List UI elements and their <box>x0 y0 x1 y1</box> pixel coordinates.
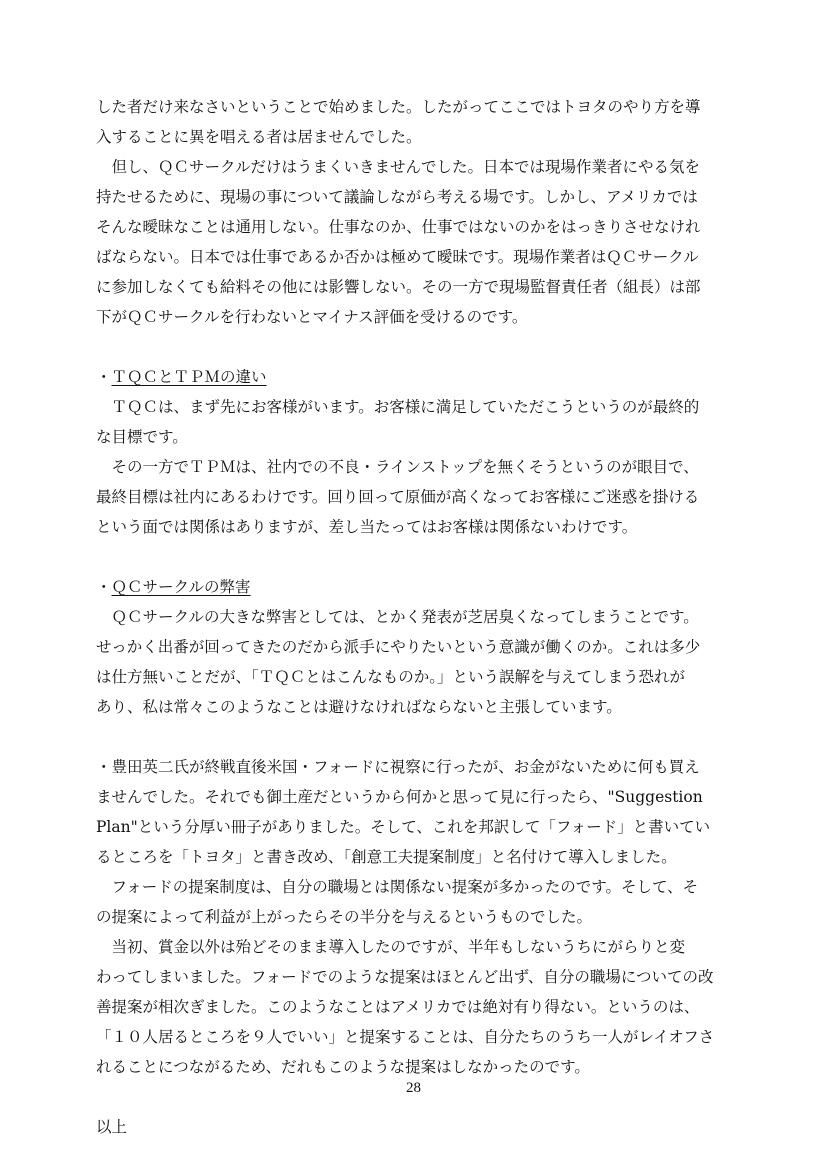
text-line: るところを「トヨタ」と書き改め、「創意工夫提案制度」と名付けて導入しました。 <box>96 848 677 866</box>
bullet-marker: ・ <box>96 578 112 596</box>
text-line: 下がＱＣサークルを行わないとマイナス評価を受けるのです。 <box>96 308 528 326</box>
section-title: ＴＱＣとＴＰＭの違い <box>111 368 267 386</box>
text-line: に参加しなくても給料その他には影響しない。その一方で現場監督責任者（組長）は部 <box>96 278 701 296</box>
paragraph-gap <box>96 332 756 362</box>
text-line: 「１０人居るところを９人でいい」と提案することは、自分たちのうち一人がレイオフさ <box>96 1028 715 1046</box>
text-line: 但し、ＱＣサークルだけはうまくいきませんでした。日本では現場作業者にやる気を <box>96 158 701 176</box>
text-line: な目標です。 <box>96 428 188 446</box>
intro-paragraph <box>96 92 756 152</box>
text-line: した者だけ来なさいということで始めました。したがってここではトヨタのやり方を導 <box>96 98 701 116</box>
paragraph-gap <box>96 542 756 572</box>
text-line: という面では関係はありますが、差し当たってはお客様は関係ないわけです。 <box>96 518 638 536</box>
text-line: ませんでした。それでも御土産だというから何かと思って見に行ったら、"Suggestion <box>96 788 703 806</box>
text-line: ばならない。日本では仕事であるか否かは極めて曖昧です。現場作業者はＱＣサークル <box>96 248 699 266</box>
page-number: 28 <box>406 1080 421 1096</box>
document-body <box>96 92 756 1142</box>
text-line: そんな曖昧なことは通用しない。仕事なのか、仕事ではないのかをはっきりさせなけれ <box>96 218 701 236</box>
qc-harm-paragraph <box>96 602 756 722</box>
section-title: ＱＣサークルの弊害 <box>111 578 251 596</box>
text-line: 善提案が相次ぎました。このようなことはアメリカでは絶対有り得ない。というのは、 <box>96 998 700 1016</box>
text-line: わってしまいました。フォードでのような提案はほとんど出ず、自分の職場についての改 <box>96 968 714 986</box>
text-line: ＱＣサークルの大きな弊害としては、とかく発表が芝居臭くなってしまうことです。 <box>96 608 699 626</box>
section-heading-qc-harm <box>96 572 756 602</box>
text-line: Plan"という分厚い冊子がありました。そして、これを邦訳して「フォード」と書いてい <box>96 818 711 836</box>
text-line: フォードの提案制度は、自分の職場とは関係ない提案が多かったのです。そして、そ <box>96 878 699 896</box>
text-line: れることにつながるため、だれもこのような提案はしなかったのです。 <box>96 1058 590 1076</box>
text-line: の提案によって利益が上がったらその半分を与えるというものでした。 <box>96 908 593 926</box>
bullet-marker: ・ <box>96 368 112 386</box>
text-line: あり、私は常々このようなことは避けなければならないと主張しています。 <box>96 698 622 716</box>
text-line: は仕方無いことだが、「ＴＱＣとはこんなものか。」という誤解を与えてしまう恐れが <box>96 668 686 686</box>
section-heading-tqc-tpm <box>96 362 756 392</box>
text-line: 持たせるために、現場の事について議論しながら考える場です。しかし、アメリカでは <box>96 188 698 206</box>
text-line: ＴＱＣは、まず先にお客様がいます。お客様に満足していただこうというのが最終的 <box>96 398 700 416</box>
suggestion-paragraph <box>96 752 756 1082</box>
tqc-tpm-paragraph <box>96 392 756 542</box>
qc-problem-paragraph <box>96 152 756 332</box>
text-line: 当初、賞金以外は殆どそのまま導入したのですが、半年もしないうちにがらりと変 <box>96 938 686 956</box>
text-line: せっかく出番が回ってきたのだから派手にやりたいという意識が働くのか。これは多少 <box>96 638 701 656</box>
paragraph-gap <box>96 722 756 752</box>
text-line: ・豊田英二氏が終戦直後米国・フォードに視察に行ったが、お金がないために何も買え <box>96 758 700 776</box>
closing-remark: 以上 <box>96 1118 128 1136</box>
text-line: 最終目標は社内にあるわけです。回り回って原価が高くなってお客様にご迷惑を掛ける <box>96 488 700 506</box>
text-line: 入することに異を唱える者は居ませんでした。 <box>96 128 422 146</box>
text-line: その一方でＴＰＭは、社内での不良・ラインストップを無くそうというのが眼目で、 <box>96 458 699 476</box>
